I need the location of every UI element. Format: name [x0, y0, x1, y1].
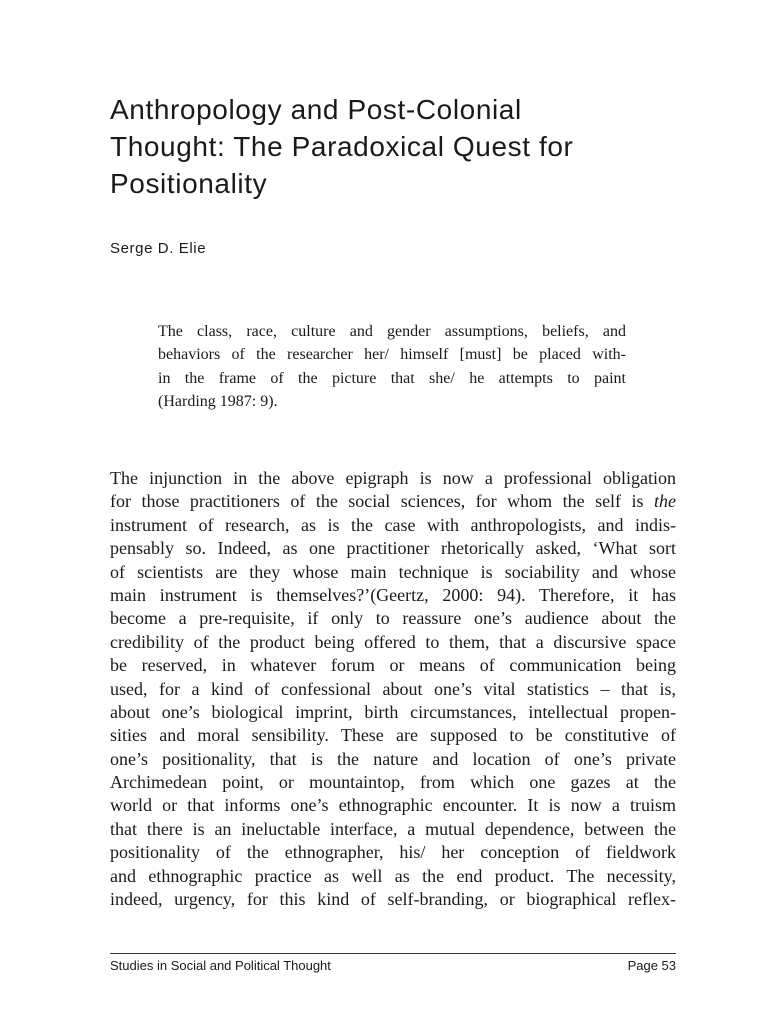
emphasis-word: the: [654, 491, 677, 512]
epigraph-line: in the frame of the picture that she/ he attempts to paint: [158, 369, 626, 387]
title-line: Thought: The Paradoxical Quest for: [110, 131, 574, 162]
body-line: Archimedean point, or mountaintop, from which one gazes at the: [110, 772, 676, 793]
title-line: Anthropology and Post-Colonial: [110, 94, 522, 125]
body-line: of scientists are they whose main technique is sociability and whose: [110, 561, 676, 582]
page-number: Page 53: [627, 958, 676, 973]
body-line: pensably so. Indeed, as one practitioner rhetorically asked, ‘What sort: [110, 538, 676, 559]
epigraph-line: The class, race, culture and gender assumptions, beliefs, and: [158, 323, 626, 340]
body-line: used, for a kind of confessional about one’s vital statistics – that is,: [110, 678, 676, 699]
body-line: that there is an ineluctable interface, a mutual dependence, between the: [110, 818, 676, 839]
body-line: main instrument is themselves?’(Geertz, 2000: 94). Therefore, it has: [110, 584, 676, 605]
body-line: [110, 490, 676, 513]
title-line: Positionality: [110, 168, 268, 199]
footer-divider: [110, 953, 676, 954]
body-line: and ethnographic practice as well as the end product. The necessity,: [110, 865, 676, 886]
body-line-text: for those practitioners of the social sciences, for whom the self is: [110, 491, 644, 512]
body-line: world or that informs one’s ethnographic encounter. It is now a truism: [110, 795, 676, 816]
article-title: [110, 91, 670, 202]
body-paragraph: [110, 467, 676, 911]
body-line: one’s positionality, that is the nature and location of one’s private: [110, 748, 676, 769]
body-line: credibility of the product being offered to them, that a discursive space: [110, 631, 676, 652]
body-line: indeed, urgency, for this kind of self-branding, or biographical reflex-: [110, 889, 676, 910]
body-line: The injunction in the above epigraph is now a professional obligation: [110, 468, 676, 488]
body-line: be reserved, in whatever forum or means of communication being: [110, 655, 676, 676]
body-line: become a pre-requisite, if only to reassure one’s audience about the: [110, 608, 676, 629]
journal-name: Studies in Social and Political Thought: [110, 958, 331, 973]
body-line: about one’s biological imprint, birth circumstances, intellectual propen-: [110, 701, 676, 722]
body-line: positionality of the ethnographer, his/ her conception of fieldwork: [110, 842, 676, 863]
body-line: sities and moral sensibility. These are supposed to be constitutive of: [110, 725, 676, 746]
epigraph: [158, 320, 626, 414]
author-name: Serge D. Elie: [110, 240, 207, 257]
epigraph-line: (Harding 1987: 9).: [158, 393, 278, 411]
epigraph-line: behaviors of the researcher her/ himself [must] be placed with-: [158, 346, 626, 364]
body-line: instrument of research, as is the case with anthropologists, and indis-: [110, 514, 676, 535]
